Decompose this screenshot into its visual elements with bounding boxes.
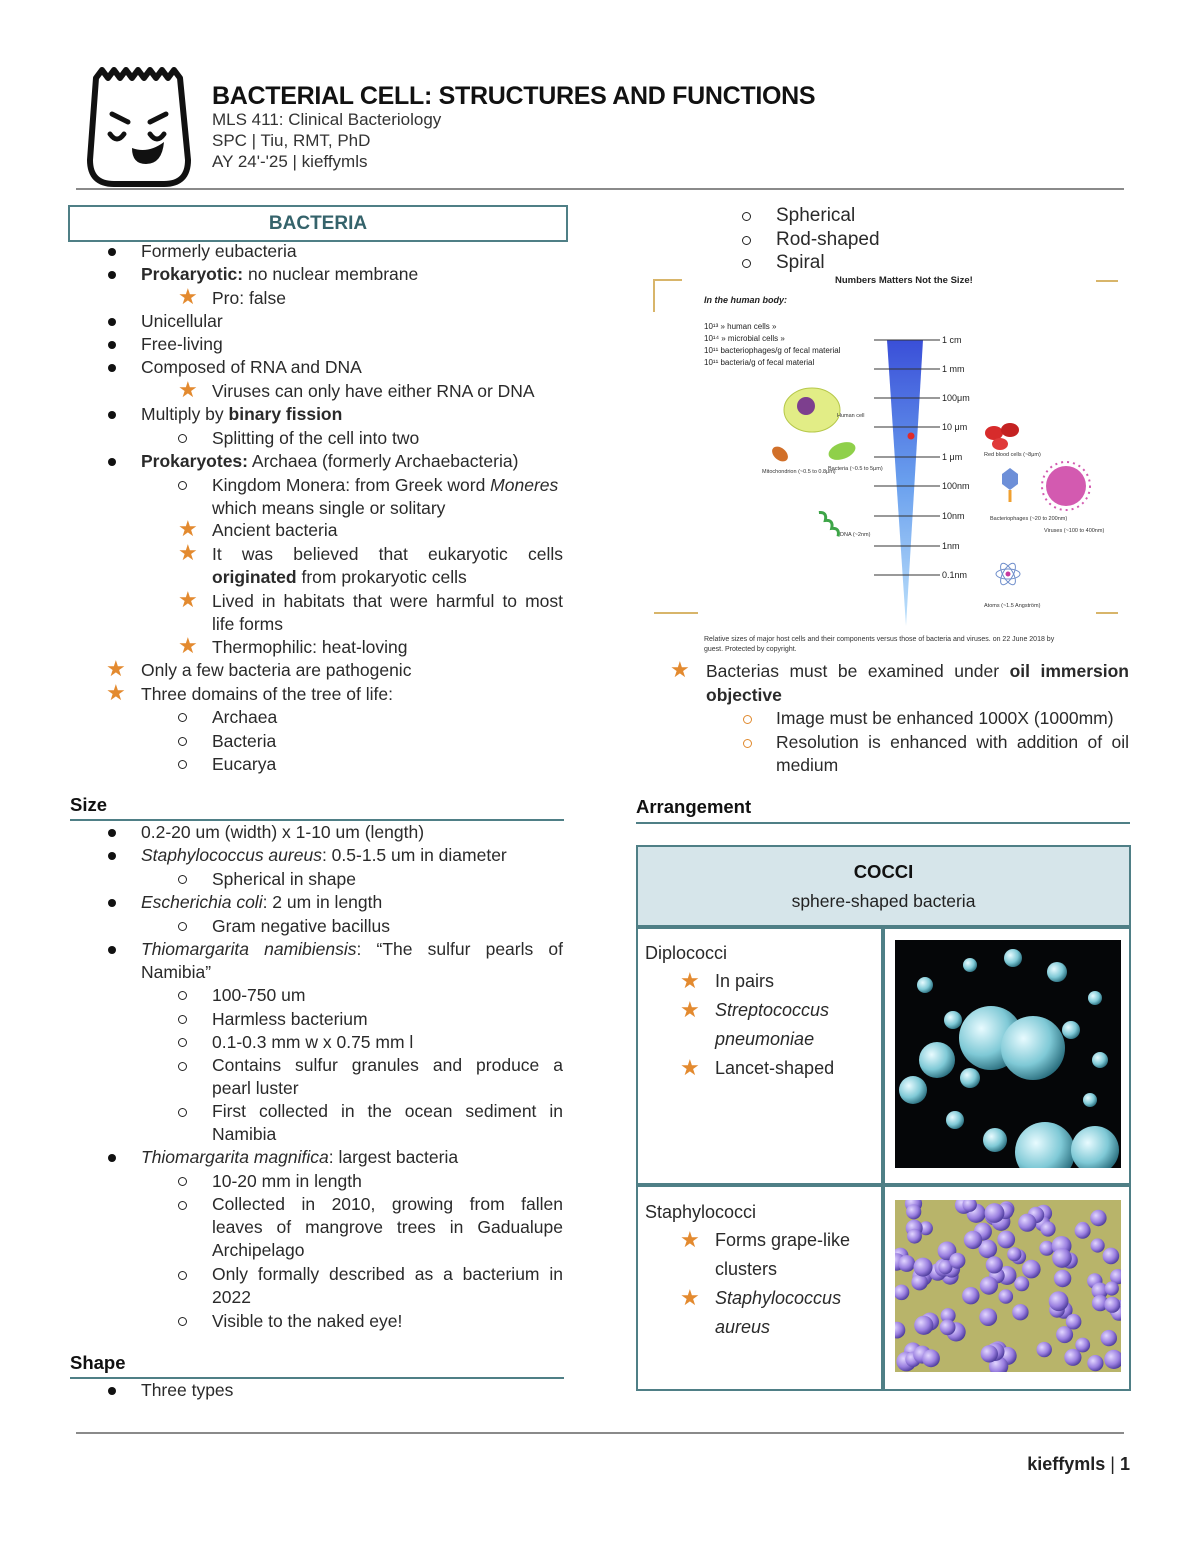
list-item: Multiply by binary fission [141, 404, 343, 424]
svg-text:Bacteriophages (~20 to 200nm): Bacteriophages (~20 to 200nm) [990, 516, 1068, 522]
figure-subtitle: In the human body: [704, 295, 787, 305]
star-icon: ★ [106, 656, 126, 681]
star-icon: ★ [106, 680, 126, 705]
footer-divider [76, 1432, 1124, 1434]
list-item: Resolution is enhanced with addition of oil [776, 732, 1129, 752]
list-item: Staphylococcus aureus: 0.5-1.5 um in diameter [141, 845, 507, 865]
scale-label: 100nm [942, 481, 970, 491]
list-item: Forms grape-like [715, 1230, 851, 1250]
logo-icon [84, 64, 196, 188]
figure-fact: 10¹¹ bacteriophages/g of fecal material [704, 346, 841, 355]
circle-bullet-icon [742, 236, 751, 245]
coccus-cell [1014, 1276, 1029, 1291]
coccus-cell [1040, 1221, 1055, 1236]
bullet-icon [108, 364, 116, 372]
cocci-subtitle: sphere-shaped bacteria [791, 891, 976, 911]
staphylococci-label: Staphylococci [645, 1202, 757, 1222]
circle-bullet-icon [178, 1015, 187, 1024]
circle-bullet-icon [178, 1177, 187, 1186]
star-icon: ★ [178, 540, 198, 565]
list-item: Contains sulfur granules and produce a [212, 1055, 563, 1075]
list-item: Streptococcus [715, 1000, 830, 1020]
star-icon: ★ [680, 1055, 700, 1080]
coccus-cell [914, 1316, 933, 1335]
list-item: Three domains of the tree of life: [141, 684, 393, 704]
circle-bullet-icon [743, 739, 752, 748]
section-heading-size: Size [70, 794, 108, 815]
coccus-cell [1064, 1349, 1081, 1366]
bullet-icon [108, 248, 116, 256]
red-blood-cell-icon [985, 426, 1003, 440]
list-item: Harmless bacterium [212, 1009, 368, 1029]
svg-text:Mitochondrion (~0.5 to 0.8μm): Mitochondrion (~0.5 to 0.8μm) [762, 469, 836, 475]
bacterium-icon [826, 439, 858, 464]
figure-caption: guest. Protected by copyright. [704, 646, 797, 653]
bullet-icon [108, 271, 116, 279]
list-item-cont: objective [706, 685, 782, 705]
list-item-cont: pearl luster [212, 1078, 299, 1098]
list-item: Spherical in shape [212, 869, 356, 889]
list-item: First collected in the ocean sediment in [212, 1101, 563, 1121]
list-item: Spherical [776, 205, 856, 226]
list-item: Unicellular [141, 311, 223, 331]
coccus-cell [999, 1289, 1014, 1304]
coccus-cell [1091, 1238, 1105, 1252]
list-item: Viruses can only have either RNA or DNA [212, 381, 535, 401]
circle-bullet-icon [742, 259, 751, 268]
coccus-cell [940, 1319, 956, 1335]
footer: kieffymls | 1 [1027, 1454, 1130, 1474]
list-item-cont: Archipelago [212, 1240, 305, 1260]
coccus-cell [1052, 1248, 1072, 1268]
star-icon: ★ [178, 633, 198, 658]
cocci-header [636, 845, 1131, 929]
star-icon: ★ [680, 997, 700, 1022]
coccus-cell [906, 1204, 921, 1219]
circle-bullet-icon [178, 760, 187, 769]
bullet-icon [108, 899, 116, 907]
list-item: Lancet-shaped [715, 1058, 835, 1078]
mitochondrion-icon [769, 444, 791, 465]
scale-cone [887, 340, 923, 626]
coccus-cell [1049, 1291, 1069, 1311]
bullet-icon [108, 458, 116, 466]
circle-bullet-icon [178, 1317, 187, 1326]
circle-bullet-icon [178, 991, 187, 1000]
list-item: Eucarya [212, 754, 277, 774]
instructor: SPC | Tiu, RMT, PhD [212, 131, 371, 150]
list-item: Formerly eubacteria [141, 241, 297, 261]
list-item: It was believed that eukaryotic cells [212, 544, 563, 564]
coccus-cell [986, 1256, 1003, 1273]
bullet-icon [108, 411, 116, 419]
star-icon: ★ [680, 1285, 700, 1310]
page-title: BACTERIAL CELL: STRUCTURES AND FUNCTIONS [212, 82, 816, 110]
star-icon: ★ [670, 657, 690, 682]
coccus-cell [898, 1255, 915, 1272]
coccus-cell [911, 1274, 927, 1290]
list-item-cont: pneumoniae [715, 1029, 815, 1049]
list-item: Only a few bacteria are pathogenic [141, 660, 412, 680]
circle-bullet-icon [178, 434, 187, 443]
circle-bullet-icon [178, 481, 187, 490]
coccus-cell [962, 1287, 979, 1304]
circle-bullet-icon [178, 737, 187, 746]
list-item: Prokaryotes: Archaea (formerly Archaebacteria) [141, 451, 519, 471]
diplococci-label: Diplococci [645, 943, 728, 963]
list-item: Composed of RNA and DNA [141, 357, 362, 377]
coccus-cell [1022, 1260, 1041, 1279]
list-item: Thiomargarita namibiensis: “The sulfur pearls of [141, 939, 563, 959]
scale-label: 10 μm [942, 422, 968, 432]
list-item: 0.2-20 um (width) x 1-10 um (length) [141, 822, 425, 842]
circle-bullet-icon [178, 1271, 187, 1280]
list-item-cont: which means single or solitary [212, 498, 446, 518]
coccus-cell [979, 1308, 997, 1326]
coccus-cell [1018, 1214, 1036, 1232]
circle-bullet-icon [743, 715, 752, 724]
circle-bullet-icon [178, 922, 187, 931]
coccus-cell [1105, 1281, 1119, 1295]
circle-bullet-icon [742, 212, 751, 221]
coccus-cell [997, 1231, 1015, 1249]
virus-icon [1046, 466, 1086, 506]
list-item: 0.1-0.3 mm w x 0.75 mm l [212, 1032, 414, 1052]
list-item-cont: 2022 [212, 1287, 251, 1307]
circle-bullet-icon [178, 713, 187, 722]
star-icon: ★ [178, 587, 198, 612]
star-icon: ★ [680, 1227, 700, 1252]
figure-fact: 10¹⁴ » microbial cells » [704, 334, 785, 343]
bullet-icon [108, 829, 116, 837]
list-item: 10-20 mm in length [212, 1171, 362, 1191]
list-item: Archaea [212, 707, 278, 727]
circle-bullet-icon [178, 1038, 187, 1047]
star-icon: ★ [178, 377, 198, 402]
list-item: Thiomargarita magnifica: largest bacteria [141, 1147, 459, 1167]
svg-text:Viruses (~100 to 400nm): Viruses (~100 to 400nm) [1044, 528, 1105, 534]
scale-label: 0.1nm [942, 570, 968, 580]
coccus-cell [1012, 1304, 1028, 1320]
list-item-cont: Namibia” [141, 962, 212, 982]
header-divider [76, 188, 1124, 190]
list-item: Bacteria [212, 731, 277, 751]
figure-title: Numbers Matters Not the Size! [835, 275, 973, 286]
star-icon: ★ [680, 968, 700, 993]
circle-bullet-icon [178, 875, 187, 884]
list-item: Lived in habitats that were harmful to most [212, 591, 563, 611]
coccus-cell [907, 1229, 922, 1244]
star-icon: ★ [178, 284, 198, 309]
bullet-icon [108, 341, 116, 349]
section-heading-arrangement: Arrangement [636, 796, 752, 817]
coccus-cell [981, 1345, 998, 1362]
list-item: Rod-shaped [776, 229, 880, 250]
coccus-cell [985, 1203, 1005, 1223]
circle-bullet-icon [178, 1108, 187, 1117]
coccus-cell [1066, 1314, 1082, 1330]
coccus-cell [1087, 1355, 1103, 1371]
svg-text:DNA (~2nm): DNA (~2nm) [840, 532, 871, 538]
coccus-cell [922, 1349, 940, 1367]
scale-label: 1nm [942, 541, 960, 551]
coccus-cell [914, 1258, 933, 1277]
list-item: Escherichia coli: 2 um in length [141, 892, 383, 912]
bullet-icon [108, 1387, 116, 1395]
figure-fact: 10¹¹ bacteria/g of fecal material [704, 358, 815, 367]
cocci-title: COCCI [853, 861, 914, 882]
list-item-cont: aureus [715, 1317, 771, 1337]
list-item: Ancient bacteria [212, 520, 338, 540]
figure-fact: 10¹³ » human cells » [704, 322, 777, 331]
coccus-cell [1104, 1297, 1120, 1313]
scale-label: 1 mm [942, 364, 965, 374]
svg-text:Bacteria (~0.5 to 5μm): Bacteria (~0.5 to 5μm) [828, 466, 883, 472]
bullet-icon [108, 946, 116, 954]
coccus-cell [1101, 1330, 1117, 1346]
section-title-bacteria: BACTERIA [68, 205, 568, 242]
list-item: Kingdom Monera: from Greek word Moneres [212, 475, 559, 495]
coccus-cell [964, 1231, 982, 1249]
coccus-cell [1054, 1270, 1071, 1287]
list-item: Bacterias must be examined under oil immersion [706, 661, 1129, 681]
list-item: Free-living [141, 334, 223, 354]
coccus-cell [1037, 1342, 1052, 1357]
list-item: Collected in 2010, growing from fallen [212, 1194, 563, 1214]
svg-text:Red blood cells (~8μm): Red blood cells (~8μm) [984, 452, 1041, 458]
bullet-icon [108, 318, 116, 326]
arrangement-divider [636, 822, 1130, 824]
list-item-cont: Namibia [212, 1124, 277, 1144]
size-comparison-figure [652, 270, 1124, 660]
list-item: In pairs [715, 971, 775, 991]
bacteriophage-icon [1002, 468, 1018, 490]
bullet-icon [108, 1154, 116, 1162]
scale-label: 100μm [942, 393, 970, 403]
list-item: Only formally described as a bacterium in [212, 1264, 563, 1284]
list-item-cont: originated from prokaryotic cells [212, 567, 467, 587]
list-item: Pro: false [212, 288, 286, 308]
coccus-cell [980, 1277, 998, 1295]
list-item-cont: medium [776, 755, 839, 775]
list-item-cont: clusters [715, 1259, 778, 1279]
list-item: Staphylococcus [715, 1288, 842, 1308]
circle-bullet-icon [178, 1201, 187, 1210]
scale-label: 1 μm [942, 452, 963, 462]
circle-bullet-icon [178, 1062, 187, 1071]
coccus-cell [949, 1253, 965, 1269]
list-item: 100-750 um [212, 985, 306, 1005]
star-icon: ★ [178, 516, 198, 541]
coccus-cell [1103, 1248, 1120, 1265]
list-item: Three types [141, 1380, 234, 1400]
figure-caption: Relative sizes of major host cells and their components versus those of bacteria and viruses. on 22 June 2018 by [704, 636, 1055, 643]
list-item-cont: leaves of mangrove trees in Gadualupe [212, 1217, 563, 1237]
academic-year: AY 24'-'25 | kieffymls [212, 152, 368, 171]
section-heading-shape: Shape [70, 1352, 126, 1373]
staphylococci-micrograph [895, 1200, 1121, 1372]
list-item: Spiral [776, 252, 825, 273]
list-item: Gram negative bacillus [212, 916, 390, 936]
scale-label: 10nm [942, 511, 965, 521]
list-item-cont: life forms [212, 614, 283, 634]
course-name: MLS 411: Clinical Bacteriology [212, 110, 442, 129]
coccus-cell [1007, 1247, 1021, 1261]
list-item: Thermophilic: heat-loving [212, 637, 408, 657]
list-item: Prokaryotic: no nuclear membrane [141, 264, 419, 284]
list-item: Visible to the naked eye! [212, 1311, 403, 1331]
scale-label: 1 cm [942, 335, 962, 345]
svg-text:Human cell: Human cell [837, 413, 865, 419]
list-item: Image must be enhanced 1000X (1000mm) [776, 708, 1114, 728]
diplococci-micrograph [895, 940, 1121, 1168]
bullet-icon [108, 852, 116, 860]
coccus-cell [1075, 1223, 1091, 1239]
svg-text:Atoms (~1.5 Angström): Atoms (~1.5 Angström) [984, 603, 1041, 609]
coccus-cell [1090, 1210, 1106, 1226]
list-item: Splitting of the cell into two [212, 428, 420, 448]
